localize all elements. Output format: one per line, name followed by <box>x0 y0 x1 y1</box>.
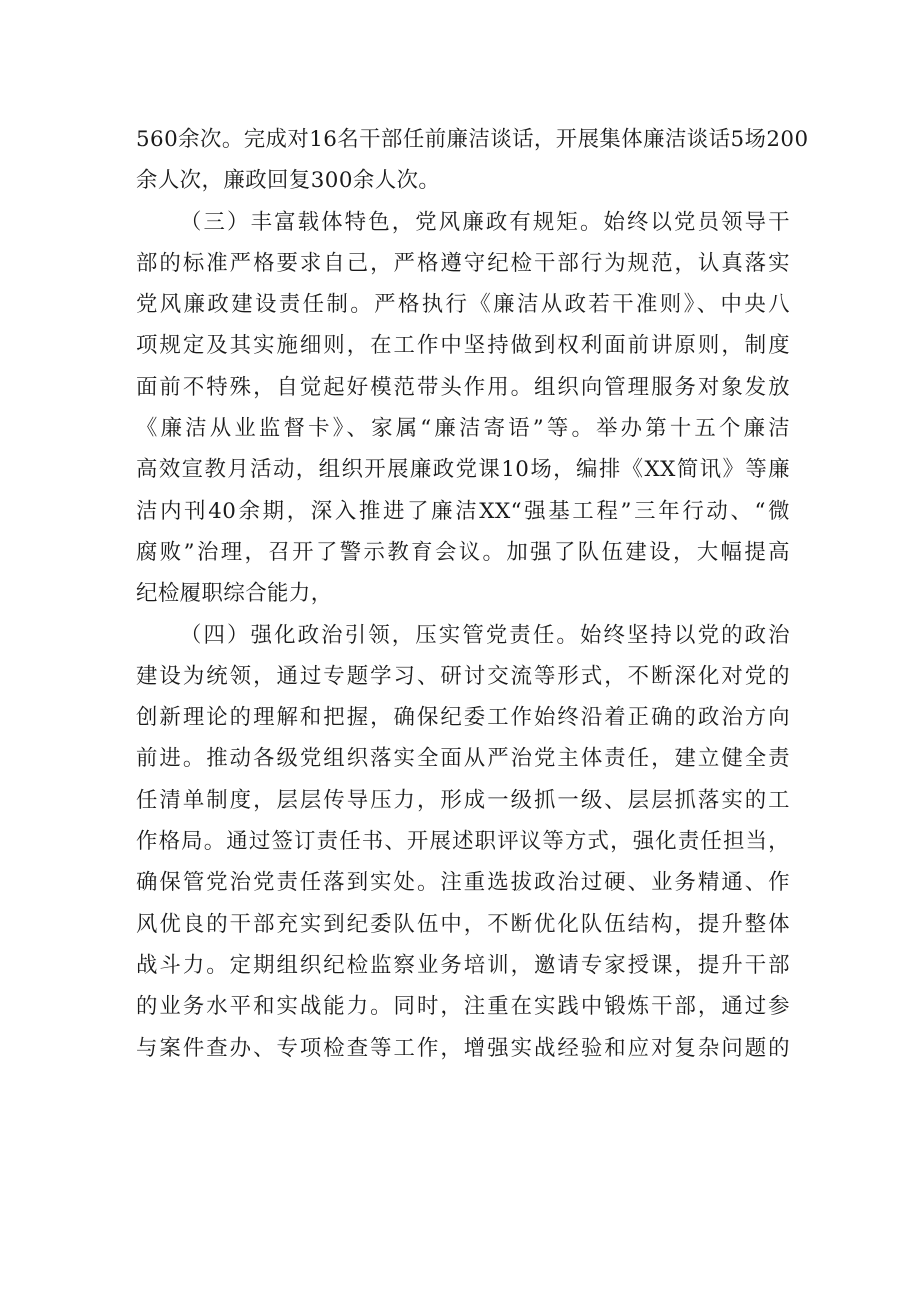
text-line: 作格局。通过签订责任书、开展述职评议等方式，强化责任担当， <box>136 829 790 855</box>
body-text <box>136 119 809 1069</box>
text-line: 高效宣教月活动，组织开展廉政党课10场，编排《XX简讯》等廉 <box>136 457 790 483</box>
text-line: 任清单制度，层层传导压力，形成一级抓一级、层层抓落实的工 <box>136 787 790 813</box>
text-line: 风优良的干部充实到纪委队伍中，不断优化队伍结构，提升整体 <box>136 911 790 937</box>
text-line: 项规定及其实施细则，在工作中坚持做到权利面前讲原则，制度 <box>136 333 790 359</box>
text-line: 纪检履职综合能力， <box>136 581 333 607</box>
text-line: 与案件查办、专项检查等工作，增强实战经验和应对复杂问题的 <box>136 1035 790 1061</box>
text-line: 洁内刊40余期，深入推进了廉洁XX“强基工程”三年行动、“微 <box>136 498 790 524</box>
text-line: 前进。推动各级党组织落实全面从严治党主体责任，建立健全责 <box>136 746 790 772</box>
text-line: （四）强化政治引领，压实管党责任。始终坚持以党的政治 <box>180 622 790 648</box>
text-line: 创新理论的理解和把握，确保纪委工作始终沿着正确的政治方向 <box>136 705 790 731</box>
text-line: 腐败”治理，召开了警示教育会议。加强了队伍建设，大幅提高 <box>136 539 790 565</box>
text-line: 余人次，廉政回复300余人次。 <box>136 168 441 194</box>
text-line: 的业务水平和实战能力。同时，注重在实践中锻炼干部，通过参 <box>136 994 790 1020</box>
text-line: 建设为统领，通过专题学习、研讨交流等形式，不断深化对党的 <box>136 663 790 689</box>
text-line: （三）丰富载体特色，党风廉政有规矩。始终以党员领导干 <box>180 209 790 235</box>
text-line: 《廉洁从业监督卡》、家属“廉洁寄语”等。举办第十五个廉洁 <box>136 416 790 442</box>
text-line: 确保管党治党责任落到实处。注重选拔政治过硬、业务精通、作 <box>136 870 790 896</box>
text-line: 部的标准严格要求自己，严格遵守纪检干部行为规范，认真落实 <box>136 250 790 276</box>
text-line: 党风廉政建设责任制。严格执行《廉洁从政若干准则》、中央八 <box>136 292 790 318</box>
text-line: 560余次。完成对16名干部任前廉洁谈话，开展集体廉洁谈话5场200 <box>136 127 809 152</box>
text-line: 面前不特殊，自觉起好模范带头作用。组织向管理服务对象发放 <box>136 374 790 400</box>
text-line: 战斗力。定期组织纪检监察业务培训，邀请专家授课，提升干部 <box>136 952 790 978</box>
